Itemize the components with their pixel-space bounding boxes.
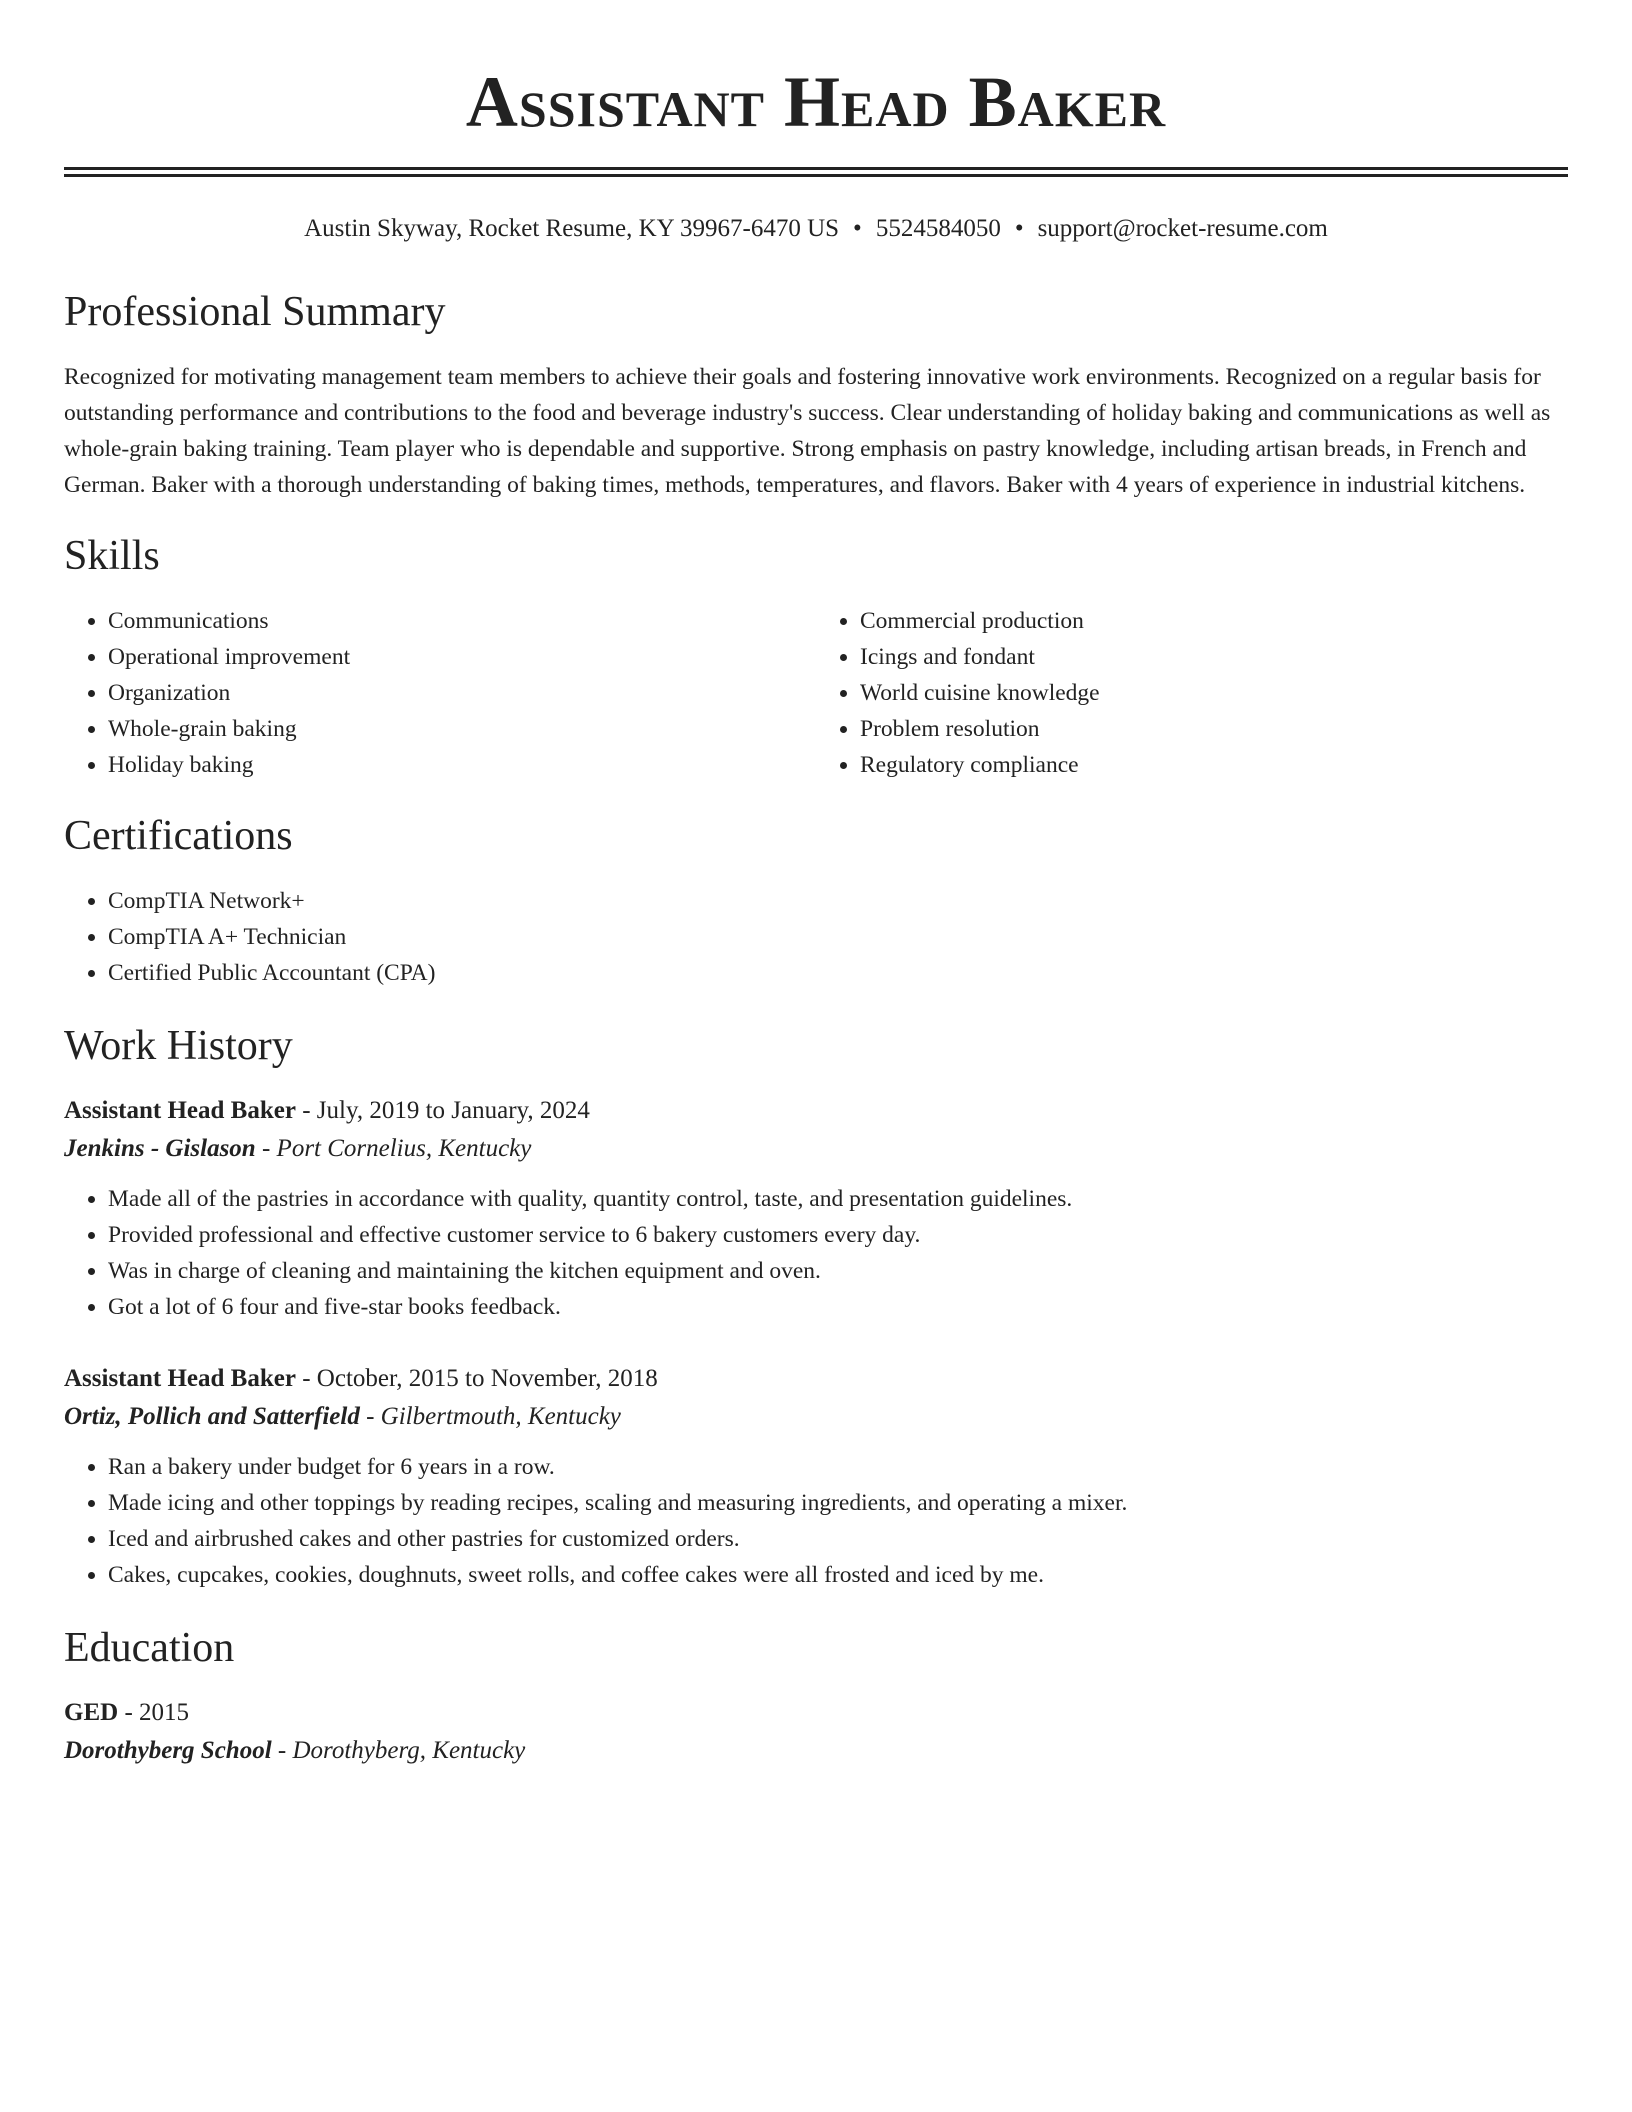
skills-list-left [64, 603, 816, 783]
job-bullet: • Made icing and other toppings by reading recipes, scaling and measuring ingredients, and operating a mixer. [108, 1485, 1568, 1521]
contact-separator: • [1014, 215, 1024, 242]
job-bullet: • Made all of the pastries in accordance with quality, quantity control, taste, and presentation guidelines. [108, 1181, 1568, 1217]
summary-text: Recognized for motivating management team members to achieve their goals and fostering innovative work environments. Recognized on a regular basis for outstanding performance and contributions to the food and beverage industry's success. Clear understanding of holiday baking and communications as well as whole-grain baking training. Team player who is dependable and supportive. Strong emphasis on pastry knowledge, including artisan breads, in French and German. Baker with a thorough understanding of baking times, methods, temperatures, and flavors. Baker with 4 years of experience in industrial kitchens. [64, 364, 1551, 498]
education-degree: GED [64, 1699, 119, 1726]
education-degree-line [64, 1695, 1568, 1731]
education-school-line [64, 1731, 1568, 1771]
skill-item: • Whole-grain baking [108, 711, 816, 747]
certification-item: • CompTIA A+ Technician [108, 919, 1568, 955]
resume-title: Assistant Head Baker [465, 62, 1167, 142]
job-location: - Gilbertmouth, Kentucky [359, 1403, 621, 1430]
job-dates: - July, 2019 to January, 2024 [295, 1097, 590, 1124]
certifications-heading: Certifications [64, 813, 293, 859]
job-bullet: • Provided professional and effective customer service to 6 bakery customers every day. [108, 1217, 1568, 1253]
contact-line [64, 213, 1568, 245]
education-year: - 2015 [118, 1699, 190, 1726]
skill-item: • Icings and fondant [860, 639, 1568, 675]
job-title-line [64, 1361, 1568, 1397]
skills-heading: Skills [64, 533, 160, 579]
job-bullet: • Cakes, cupcakes, cookies, doughnuts, sweet rolls, and coffee cakes were all frosted and iced by me. [108, 1557, 1568, 1593]
job-dates: - October, 2015 to November, 2018 [295, 1365, 658, 1392]
work-history-heading: Work History [64, 1023, 293, 1069]
job-location: - Port Cornelius, Kentucky [255, 1135, 532, 1162]
skill-item: • Organization [108, 675, 816, 711]
job-bullet: • Iced and airbrushed cakes and other pastries for customized orders. [108, 1521, 1568, 1557]
job-company: Ortiz, Pollich and Satterfield [64, 1403, 360, 1430]
contact-phone: 5524584050 [875, 215, 1001, 242]
work-history-section [64, 1021, 1568, 1593]
job-company-line [64, 1129, 1568, 1169]
education-heading: Education [64, 1625, 235, 1671]
education-school: Dorothyberg School [64, 1737, 272, 1764]
skill-item: • Regulatory compliance [860, 747, 1568, 783]
education-entry [64, 1695, 1568, 1771]
skills-list-right [816, 603, 1568, 783]
job-entry [64, 1093, 1568, 1325]
job-bullet: • Got a lot of 6 four and five-star books feedback. [108, 1289, 1568, 1325]
job-bullet: • Ran a bakery under budget for 6 years in a row. [108, 1449, 1568, 1485]
skill-item: • Holiday baking [108, 747, 816, 783]
certification-item: • CompTIA Network+ [108, 883, 1568, 919]
certifications-section [64, 811, 1568, 991]
job-title: Assistant Head Baker [64, 1365, 296, 1392]
title-double-rule [64, 167, 1568, 177]
education-location: - Dorothyberg, Kentucky [271, 1737, 526, 1764]
skills-section [64, 531, 1568, 783]
skill-item: • Communications [108, 603, 816, 639]
skill-item: • Operational improvement [108, 639, 816, 675]
skill-item: • World cuisine knowledge [860, 675, 1568, 711]
education-section [64, 1623, 1568, 1771]
job-bullets [64, 1181, 1568, 1325]
job-company-line [64, 1397, 1568, 1437]
job-title-line [64, 1093, 1568, 1129]
skills-columns [64, 603, 1568, 783]
summary-heading: Professional Summary [64, 289, 446, 335]
job-company: Jenkins - Gislason [64, 1135, 256, 1162]
job-title: Assistant Head Baker [64, 1097, 296, 1124]
skill-item: • Problem resolution [860, 711, 1568, 747]
skill-item: • Commercial production [860, 603, 1568, 639]
certifications-list [64, 883, 1568, 991]
summary-section [64, 287, 1568, 503]
certification-item: • Certified Public Accountant (CPA) [108, 955, 1568, 991]
contact-address: Austin Skyway, Rocket Resume, KY 39967-6470 US [304, 215, 840, 242]
contact-email: support@rocket-resume.com [1037, 215, 1328, 242]
contact-separator: • [853, 215, 862, 242]
job-bullets [64, 1449, 1568, 1593]
job-entry [64, 1361, 1568, 1593]
job-bullet: • Was in charge of cleaning and maintaining the kitchen equipment and oven. [108, 1253, 1568, 1289]
